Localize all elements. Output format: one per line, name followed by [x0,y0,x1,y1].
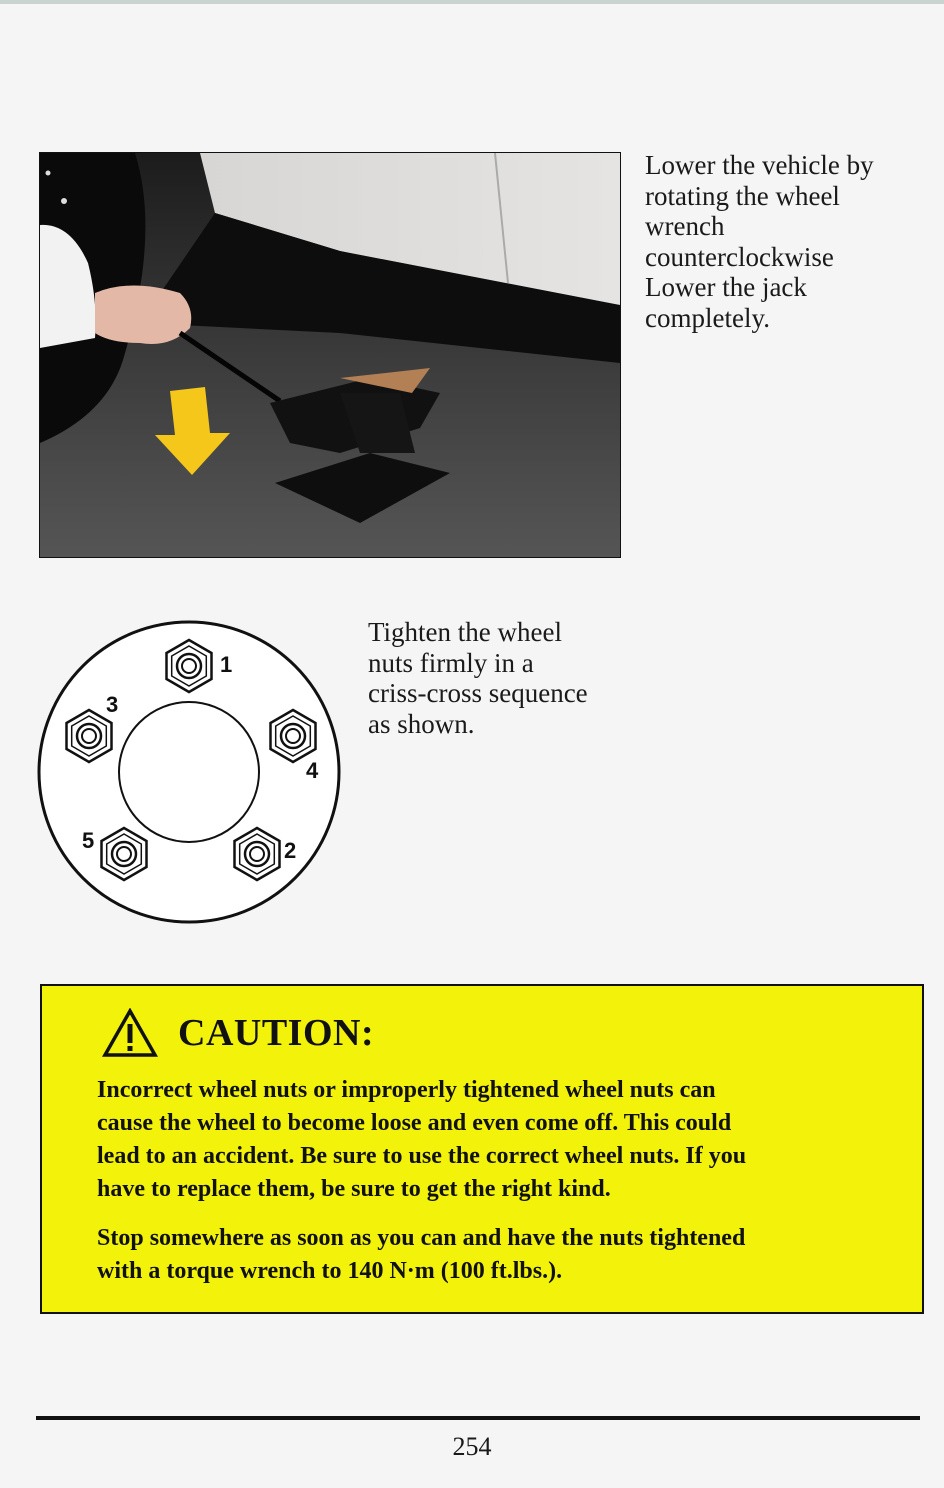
instruction-line: Lower the jack [645,272,807,302]
instruction-line: wrench [645,211,725,241]
instruction-line: nuts firmly in a [368,647,534,678]
nut-label-2: 2 [284,838,297,863]
page-number: 254 [452,1432,492,1461]
caution-paragraph [97,1222,745,1288]
wheel-hub [119,702,259,842]
caution-line: lead to an accident. Be sure to use the correct wheel nuts. If you [97,1143,747,1169]
caution-line: Stop somewhere as soon as you can and have the nuts tightened [97,1225,746,1251]
lug-nut-sequence-diagram [36,618,346,928]
top-rule [0,0,944,4]
instruction-line: criss-cross sequence [368,678,588,708]
nut-label-4: 4 [306,758,319,783]
nut-label-5: 5 [82,828,95,853]
nut-label-3: 3 [106,692,119,717]
tighten-nuts-instructions [368,617,588,739]
caution-line: cause the wheel to become loose and even come off. This could [97,1110,732,1136]
caution-box [40,984,924,1314]
caution-line: with a torque wrench to 140 N·m (100 ft.lbs.). [97,1258,563,1284]
warning-triangle-icon [102,1008,158,1058]
instruction-line: rotating the wheel [645,180,840,211]
instruction-line: counterclockwise [645,241,834,272]
instruction-line: as shown. [368,708,475,739]
instruction-line: Tighten the wheel [368,617,562,647]
caution-title: CAUTION: [178,1012,375,1054]
instruction-line: Lower the vehicle by [645,150,874,180]
caution-header [102,1008,374,1058]
footer-rule [36,1416,920,1420]
lowering-jack-photo [39,152,621,558]
caution-paragraph [97,1074,746,1206]
caution-line: Incorrect wheel nuts or improperly tightened wheel nuts can [97,1077,716,1103]
instruction-line: completely. [645,302,770,333]
nut-label-1: 1 [220,652,233,677]
lower-vehicle-instructions [645,150,874,333]
caution-line: have to replace them, be sure to get the right kind. [97,1176,611,1202]
